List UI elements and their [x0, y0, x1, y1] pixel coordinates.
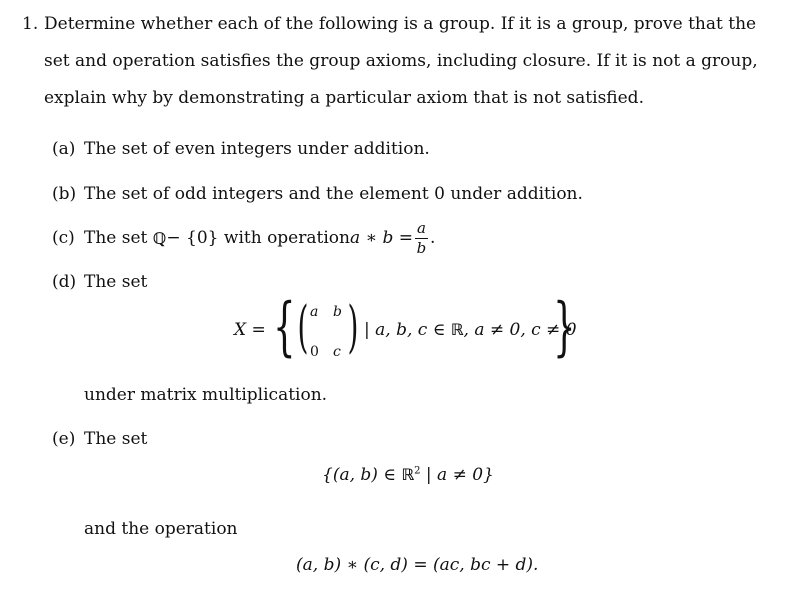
reals-symbol-2: ℝ	[401, 465, 415, 484]
matrix-a12: b	[333, 304, 342, 320]
part-c-end: .	[429, 228, 436, 248]
condition-prefix: | a, b, c ∈	[364, 320, 451, 340]
problem-number: 1.	[22, 14, 39, 34]
intro-line-2: set and operation satisfies the group axioms, including closure. If it is not a group,	[44, 51, 758, 71]
part-b-text: The set of odd integers and the element 0 under addition.	[84, 184, 583, 204]
fraction-denominator: b	[416, 238, 427, 257]
part-b-label: (b)	[52, 184, 77, 204]
reals-symbol: ℝ	[450, 320, 464, 339]
left-brace: {	[273, 290, 296, 364]
set-r2-expression	[322, 465, 494, 485]
part-d-after: under matrix multiplication.	[84, 385, 328, 405]
matrix-a22: c	[333, 344, 341, 360]
fraction-numerator: a	[417, 218, 426, 237]
part-a-label: (a)	[52, 139, 76, 159]
part-c-label: (c)	[52, 228, 75, 248]
intro-line-1: Determine whether each of the following is a group. If it is a group, prove that the	[44, 14, 757, 34]
part-d-text: The set	[84, 272, 148, 292]
part-e-mid-text: and the operation	[84, 519, 238, 539]
set-exponent: 2	[414, 465, 421, 477]
part-e-label: (e)	[52, 429, 76, 449]
matrix-a11: a	[310, 304, 319, 320]
matrix-left-paren: (	[297, 295, 309, 360]
part-c-set-minus: − {0} with operation	[166, 228, 350, 248]
part-c-text: The set	[84, 228, 148, 248]
part-c-operation-lhs: a ∗ b =	[349, 228, 413, 248]
intro-line-3: explain why by demonstrating a particular axiom that is not satisfied.	[44, 88, 644, 108]
set-x-lhs: X =	[234, 320, 266, 340]
rationals-symbol: ℚ	[152, 228, 167, 248]
matrix-right-paren: )	[347, 295, 359, 360]
part-d-label: (d)	[52, 272, 77, 292]
set-prefix: {(a, b) ∈	[322, 465, 402, 485]
matrix-condition	[364, 320, 577, 340]
set-suffix: | a ≠ 0}	[420, 465, 494, 485]
fraction-a-over-b	[415, 218, 428, 257]
right-brace: }	[553, 290, 576, 364]
operation-definition: (a, b) ∗ (c, d) = (ac, bc + d).	[296, 555, 539, 575]
condition-suffix: , a ≠ 0, c ≠ 0	[463, 320, 577, 340]
part-c-expression	[84, 218, 435, 258]
part-a-text: The set of even integers under addition.	[84, 139, 430, 159]
matrix-a21: 0	[310, 344, 319, 360]
part-e-text: The set	[84, 429, 148, 449]
